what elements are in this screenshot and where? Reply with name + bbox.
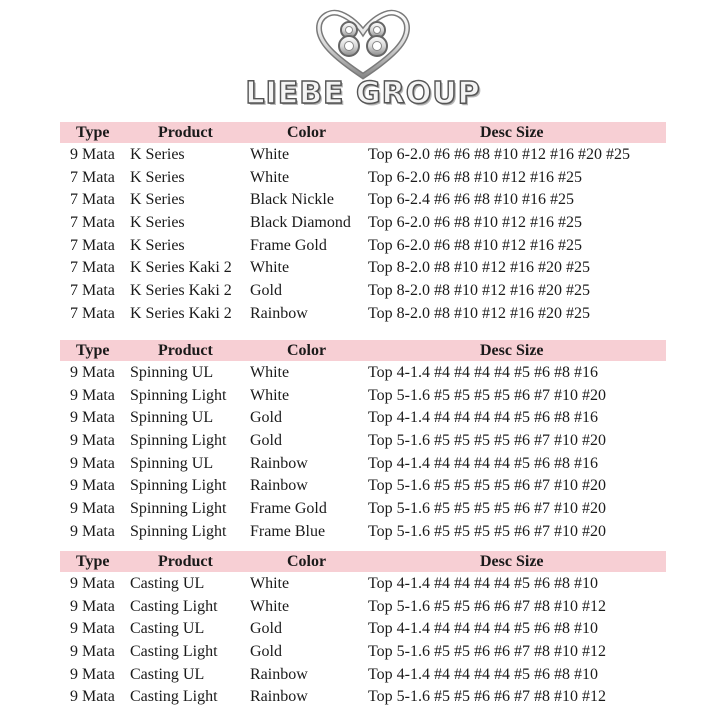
- table-row: [60, 640, 666, 663]
- table-row: [60, 452, 666, 475]
- cell-color: Rainbow: [250, 477, 308, 495]
- cell-type: 9 Mata: [70, 432, 115, 450]
- header-product: Product: [158, 553, 213, 570]
- cell-type: 9 Mata: [70, 386, 115, 404]
- cell-desc-size: Top 5-1.6 #5 #5 #5 #5 #6 #7 #10 #20: [368, 386, 606, 404]
- cell-type: 9 Mata: [70, 643, 115, 661]
- cell-type: 7 Mata: [70, 236, 115, 254]
- cell-desc-size: Top 6-2.0 #6 #8 #10 #12 #16 #25: [368, 168, 582, 186]
- cell-type: 9 Mata: [70, 500, 115, 518]
- cell-product: Casting UL: [130, 665, 205, 683]
- cell-color: Frame Blue: [250, 522, 326, 540]
- table-row: [60, 361, 666, 384]
- cell-color: Gold: [250, 409, 282, 427]
- header-color: Color: [287, 342, 327, 359]
- cell-product: Casting UL: [130, 620, 205, 638]
- product-table-section: [60, 122, 666, 325]
- cell-color: White: [250, 146, 290, 163]
- cell-type: 9 Mata: [70, 409, 115, 427]
- cell-product: Spinning Light: [130, 386, 227, 404]
- cell-product: Casting UL: [130, 575, 205, 592]
- table-header: [60, 551, 666, 572]
- cell-product: Casting Light: [130, 643, 218, 661]
- cell-color: Black Nickle: [250, 191, 334, 209]
- cell-product: K Series: [130, 214, 185, 232]
- table-row: [60, 520, 666, 543]
- cell-color: Rainbow: [250, 688, 308, 706]
- table-row: [60, 211, 666, 234]
- table-row: [60, 234, 666, 257]
- cell-product: Spinning Light: [130, 432, 227, 450]
- cell-desc-size: Top 6-2.0 #6 #8 #10 #12 #16 #25: [368, 236, 582, 254]
- table-row: [60, 384, 666, 407]
- table-row: [60, 302, 666, 325]
- cell-color: Gold: [250, 643, 282, 661]
- cell-desc-size: Top 5-1.6 #5 #5 #6 #6 #7 #8 #10 #12: [368, 688, 606, 706]
- header-color: Color: [287, 124, 327, 141]
- cell-color: White: [250, 575, 290, 592]
- cell-product: K Series: [130, 146, 185, 163]
- table-row: [60, 256, 666, 279]
- table-row: [60, 143, 666, 166]
- cell-desc-size: Top 5-1.6 #5 #5 #5 #5 #6 #7 #10 #20: [368, 477, 606, 495]
- cell-color: White: [250, 364, 290, 381]
- cell-desc-size: Top 4-1.4 #4 #4 #4 #4 #5 #6 #8 #16: [368, 409, 598, 427]
- table-row: [60, 685, 666, 708]
- cell-product: K Series Kaki 2: [130, 259, 232, 277]
- cell-desc-size: Top 4-1.4 #4 #4 #4 #4 #5 #6 #8 #10: [368, 665, 598, 683]
- cell-product: K Series: [130, 236, 185, 254]
- cell-color: White: [250, 168, 290, 186]
- table-row: [60, 497, 666, 520]
- header-type: Type: [76, 553, 110, 570]
- header-product: Product: [158, 124, 213, 141]
- cell-type: 9 Mata: [70, 522, 115, 540]
- cell-desc-size: Top 4-1.4 #4 #4 #4 #4 #5 #6 #8 #10: [368, 575, 598, 592]
- header-desc-size: Desc Size: [480, 553, 544, 570]
- cell-type: 7 Mata: [70, 214, 115, 232]
- table-row: [60, 279, 666, 302]
- cell-desc-size: Top 6-2.4 #6 #6 #8 #10 #16 #25: [368, 191, 574, 209]
- logo: [0, 0, 726, 118]
- cell-desc-size: Top 4-1.4 #4 #4 #4 #4 #5 #6 #8 #10: [368, 620, 598, 638]
- cell-type: 9 Mata: [70, 477, 115, 495]
- header-type: Type: [76, 342, 110, 359]
- cell-color: Gold: [250, 432, 282, 450]
- cell-type: 9 Mata: [70, 364, 115, 381]
- table-row: [60, 406, 666, 429]
- table-row: [60, 166, 666, 189]
- header-desc-size: Desc Size: [480, 342, 544, 359]
- cell-desc-size: Top 8-2.0 #8 #10 #12 #16 #20 #25: [368, 282, 590, 300]
- table-row: [60, 595, 666, 618]
- cell-type: 7 Mata: [70, 168, 115, 186]
- cell-desc-size: Top 4-1.4 #4 #4 #4 #4 #5 #6 #8 #16: [368, 454, 598, 472]
- cell-color: Gold: [250, 620, 282, 638]
- cell-desc-size: Top 6-2.0 #6 #6 #8 #10 #12 #16 #20 #25: [368, 146, 630, 163]
- cell-product: K Series: [130, 191, 185, 209]
- cell-color: White: [250, 259, 290, 277]
- cell-color: Rainbow: [250, 304, 308, 322]
- table-row: [60, 429, 666, 452]
- cell-product: K Series Kaki 2: [130, 304, 232, 322]
- cell-product: K Series: [130, 168, 185, 186]
- cell-color: Rainbow: [250, 665, 308, 683]
- cell-type: 9 Mata: [70, 665, 115, 683]
- cell-color: Black Diamond: [250, 214, 351, 232]
- cell-product: Casting Light: [130, 688, 218, 706]
- header-color: Color: [287, 553, 327, 570]
- cell-desc-size: Top 5-1.6 #5 #5 #6 #6 #7 #8 #10 #12: [368, 597, 606, 615]
- cell-product: Spinning Light: [130, 477, 227, 495]
- table-header: [60, 122, 666, 143]
- cell-color: Rainbow: [250, 454, 308, 472]
- cell-desc-size: Top 5-1.6 #5 #5 #5 #5 #6 #7 #10 #20: [368, 522, 606, 540]
- cell-desc-size: Top 8-2.0 #8 #10 #12 #16 #20 #25: [368, 259, 590, 277]
- cell-type: 9 Mata: [70, 454, 115, 472]
- cell-product: Casting Light: [130, 597, 218, 615]
- cell-desc-size: Top 8-2.0 #8 #10 #12 #16 #20 #25: [368, 304, 590, 322]
- cell-type: 7 Mata: [70, 304, 115, 322]
- cell-desc-size: Top 5-1.6 #5 #5 #5 #5 #6 #7 #10 #20: [368, 432, 606, 450]
- cell-product: Spinning Light: [130, 500, 227, 518]
- heart-88-icon: [283, 6, 443, 82]
- cell-type: 7 Mata: [70, 191, 115, 209]
- header-desc-size: Desc Size: [480, 124, 544, 141]
- cell-type: 7 Mata: [70, 259, 115, 277]
- cell-product: Spinning UL: [130, 409, 214, 427]
- cell-type: 9 Mata: [70, 620, 115, 638]
- cell-type: 9 Mata: [70, 146, 115, 163]
- cell-product: Spinning UL: [130, 364, 214, 381]
- table-row: [60, 474, 666, 497]
- brand-name: LIEBE GROUP: [245, 76, 481, 111]
- cell-type: 7 Mata: [70, 282, 115, 300]
- cell-type: 9 Mata: [70, 597, 115, 615]
- cell-type: 9 Mata: [70, 688, 115, 706]
- header-product: Product: [158, 342, 213, 359]
- cell-product: K Series Kaki 2: [130, 282, 232, 300]
- cell-desc-size: Top 5-1.6 #5 #5 #6 #6 #7 #8 #10 #12: [368, 643, 606, 661]
- cell-color: White: [250, 386, 290, 404]
- table-row: [60, 617, 666, 640]
- cell-color: Gold: [250, 282, 282, 300]
- product-table-section: [60, 340, 666, 543]
- cell-desc-size: Top 6-2.0 #6 #8 #10 #12 #16 #25: [368, 214, 582, 232]
- table-header: [60, 340, 666, 361]
- cell-type: 9 Mata: [70, 575, 115, 592]
- table-row: [60, 188, 666, 211]
- table-row: [60, 572, 666, 595]
- cell-color: White: [250, 597, 290, 615]
- table-row: [60, 663, 666, 686]
- cell-desc-size: Top 4-1.4 #4 #4 #4 #4 #5 #6 #8 #16: [368, 364, 598, 381]
- cell-product: Spinning UL: [130, 454, 214, 472]
- cell-product: Spinning Light: [130, 522, 227, 540]
- cell-color: Frame Gold: [250, 500, 327, 518]
- product-table-section: [60, 551, 666, 708]
- cell-desc-size: Top 5-1.6 #5 #5 #5 #5 #6 #7 #10 #20: [368, 500, 606, 518]
- cell-color: Frame Gold: [250, 236, 327, 254]
- header-type: Type: [76, 124, 110, 141]
